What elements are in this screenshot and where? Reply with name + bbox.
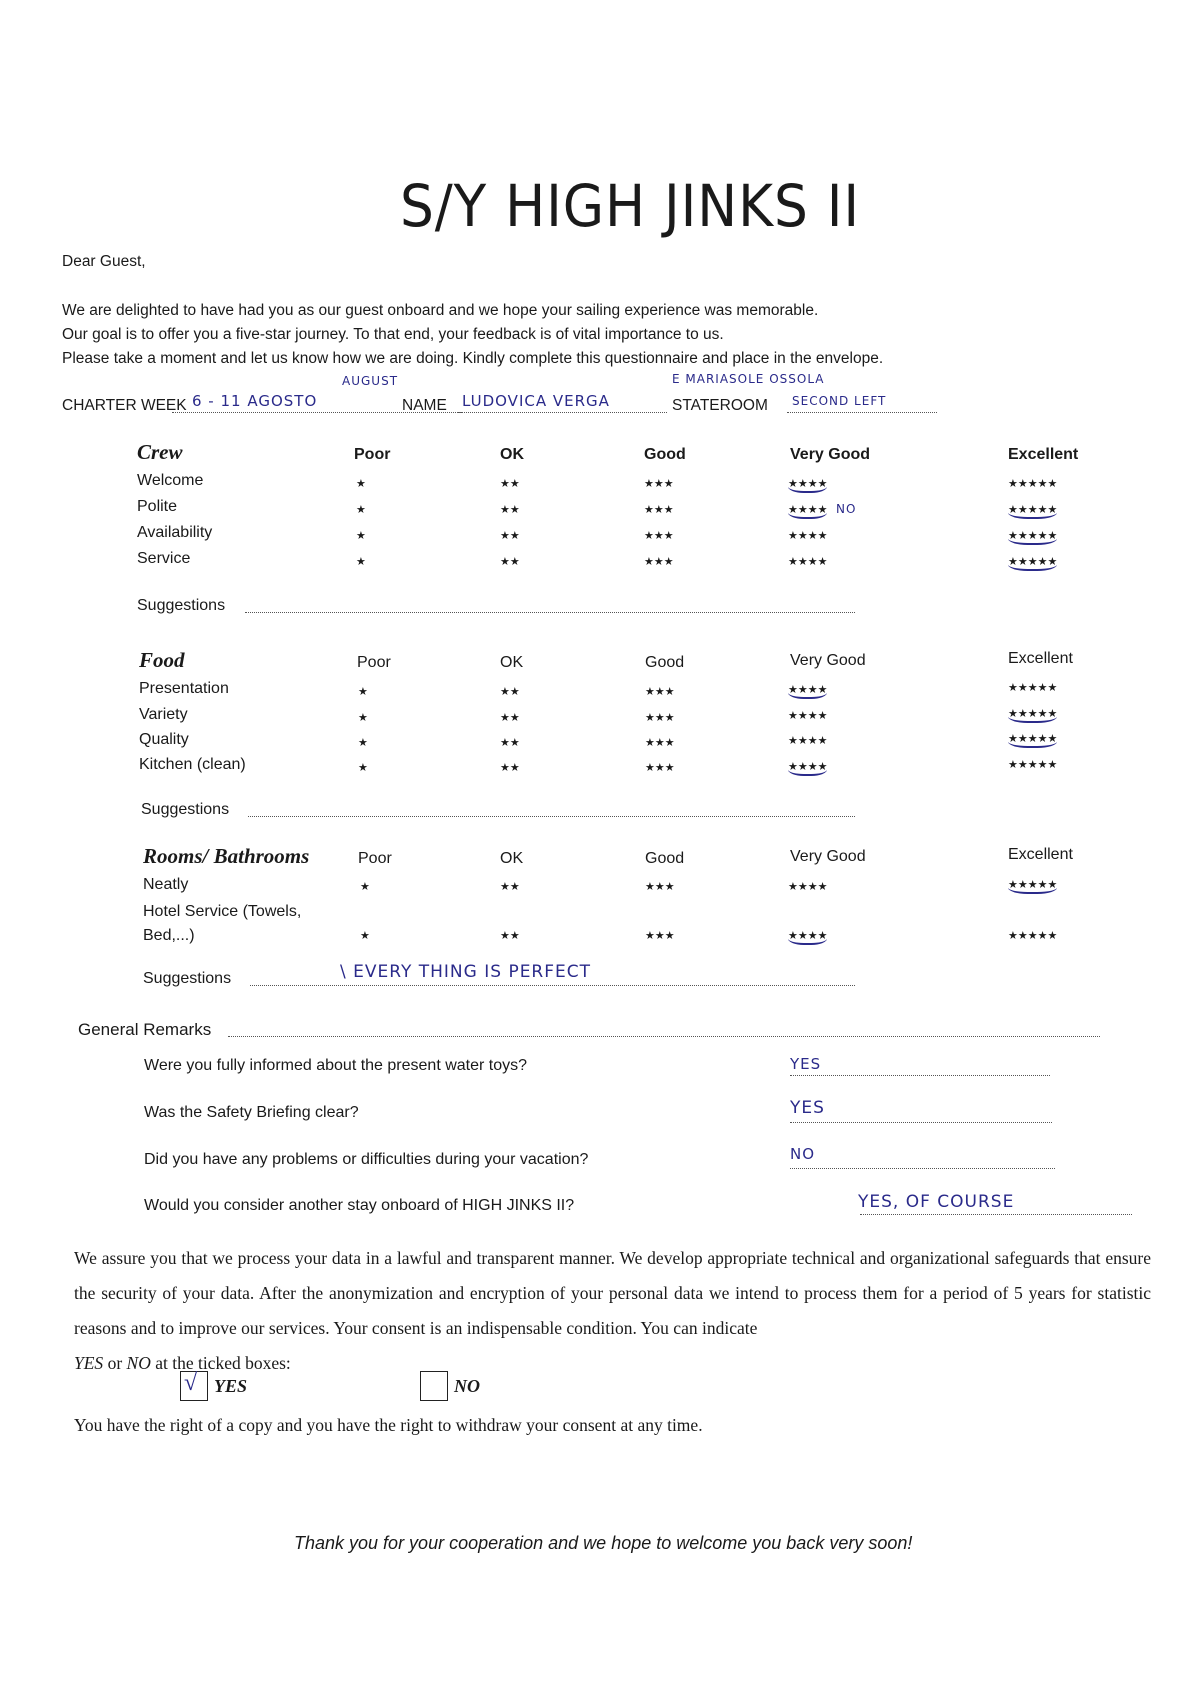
row-label-availability: Availability bbox=[137, 524, 213, 541]
rating-presentation-excellent[interactable]: ★★★★★ bbox=[1008, 682, 1058, 694]
crew-suggestions-label: Suggestions bbox=[137, 597, 226, 614]
food-col-very-good: Very Good bbox=[790, 652, 866, 669]
food-suggestions-field[interactable] bbox=[248, 816, 855, 817]
rating-availability-excellent-selected[interactable]: ★★★★★ bbox=[1008, 529, 1057, 545]
answer-safety-briefing-line bbox=[790, 1122, 1052, 1123]
rating-kitchen-poor[interactable]: ★ bbox=[358, 762, 368, 774]
col-poor: Poor bbox=[354, 446, 391, 463]
col-ok: OK bbox=[500, 446, 524, 463]
rating-quality-very-good[interactable]: ★★★★ bbox=[788, 735, 828, 747]
food-col-excellent: Excellent bbox=[1008, 650, 1073, 667]
rating-welcome-good[interactable]: ★★★ bbox=[644, 478, 674, 490]
question-problems: Did you have any problems or difficulties during your vacation? bbox=[144, 1151, 589, 1168]
consent-yes-checkbox[interactable] bbox=[180, 1371, 208, 1401]
rooms-col-very-good: Very Good bbox=[790, 848, 866, 865]
answer-problems-line bbox=[790, 1168, 1055, 1169]
rating-presentation-very-good-selected[interactable]: ★★★★ bbox=[788, 683, 827, 699]
charter-week-field[interactable]: 6 - 11 AGOSTO bbox=[192, 392, 318, 410]
rating-service-poor[interactable]: ★ bbox=[356, 556, 366, 568]
rooms-suggestions-line bbox=[250, 985, 855, 986]
answer-water-toys-line bbox=[790, 1075, 1050, 1076]
rating-welcome-poor[interactable]: ★ bbox=[356, 478, 366, 490]
food-suggestions-label: Suggestions bbox=[141, 801, 230, 818]
name-addition: E MARIASOLE OSSOLA bbox=[672, 372, 825, 386]
rooms-col-poor: Poor bbox=[358, 850, 392, 867]
rating-hotel-service-poor[interactable]: ★ bbox=[360, 930, 370, 942]
rating-variety-excellent-selected[interactable]: ★★★★★ bbox=[1008, 707, 1057, 723]
rating-service-excellent-selected[interactable]: ★★★★★ bbox=[1008, 555, 1057, 571]
charter-week-correction: AUGUST bbox=[342, 374, 399, 388]
rating-welcome-ok[interactable]: ★★ bbox=[500, 478, 520, 490]
rating-quality-good[interactable]: ★★★ bbox=[645, 737, 675, 749]
stateroom-line bbox=[787, 412, 937, 413]
col-very-good: Very Good bbox=[790, 446, 871, 463]
rating-availability-ok[interactable]: ★★ bbox=[500, 530, 520, 542]
rating-hotel-service-ok[interactable]: ★★ bbox=[500, 930, 520, 942]
intro-line-3: Please take a moment and let us know how we are doing. Kindly complete this questionnaire and place in the envelope. bbox=[62, 350, 884, 367]
rating-kitchen-excellent[interactable]: ★★★★★ bbox=[1008, 759, 1058, 771]
rating-kitchen-very-good-selected[interactable]: ★★★★ bbox=[788, 760, 827, 776]
answer-water-toys[interactable]: YES bbox=[790, 1055, 822, 1073]
rating-service-very-good[interactable]: ★★★★ bbox=[788, 556, 828, 568]
rating-quality-excellent-selected[interactable]: ★★★★★ bbox=[1008, 732, 1057, 748]
stateroom-field[interactable]: SECOND LEFT bbox=[792, 394, 887, 408]
rating-quality-ok[interactable]: ★★ bbox=[500, 737, 520, 749]
row-label-service: Service bbox=[137, 550, 191, 567]
food-col-good: Good bbox=[645, 654, 685, 671]
consent-no-option[interactable] bbox=[420, 1371, 480, 1401]
question-safety-briefing: Was the Safety Briefing clear? bbox=[144, 1104, 359, 1121]
intro-line-2: Our goal is to offer you a five-star journey. To that end, your feedback is of vital importance to us. bbox=[62, 326, 724, 343]
rating-polite-excellent-selected[interactable]: ★★★★★ bbox=[1008, 503, 1057, 519]
intro-line-1: We are delighted to have had you as our guest onboard and we hope your sailing experience was memorable. bbox=[62, 302, 819, 319]
rating-kitchen-ok[interactable]: ★★ bbox=[500, 762, 520, 774]
general-remarks-field[interactable] bbox=[228, 1036, 1100, 1037]
rating-kitchen-good[interactable]: ★★★ bbox=[645, 762, 675, 774]
rating-polite-very-good-marked[interactable]: ★★★★ bbox=[788, 503, 827, 519]
row-label-neatly: Neatly bbox=[143, 876, 189, 893]
question-water-toys: Were you fully informed about the present water toys? bbox=[144, 1057, 528, 1074]
rating-variety-ok[interactable]: ★★ bbox=[500, 712, 520, 724]
rating-hotel-service-good[interactable]: ★★★ bbox=[645, 930, 675, 942]
rating-neatly-good[interactable]: ★★★ bbox=[645, 881, 675, 893]
polite-handwritten-no: NO bbox=[836, 502, 857, 516]
rooms-suggestions-field[interactable]: \ EVERY THING IS PERFECT bbox=[340, 962, 592, 982]
salutation: Dear Guest, bbox=[62, 253, 146, 270]
row-label-quality: Quality bbox=[139, 731, 189, 748]
rating-service-ok[interactable]: ★★ bbox=[500, 556, 520, 568]
rating-neatly-very-good[interactable]: ★★★★ bbox=[788, 881, 828, 893]
consent-indicate-tail: at the ticked boxes: bbox=[150, 1353, 291, 1373]
rating-presentation-poor[interactable]: ★ bbox=[358, 686, 368, 698]
checkmark-icon: √ bbox=[184, 1370, 198, 1396]
rating-variety-good[interactable]: ★★★ bbox=[645, 712, 675, 724]
thank-you-note: Thank you for your cooperation and we hope to welcome you back very soon! bbox=[294, 1533, 913, 1553]
rooms-col-excellent: Excellent bbox=[1008, 846, 1073, 863]
rating-presentation-ok[interactable]: ★★ bbox=[500, 686, 520, 698]
rooms-suggestions-label: Suggestions bbox=[143, 970, 232, 987]
consent-paragraph bbox=[74, 1241, 1151, 1381]
rating-hotel-service-very-good-selected[interactable]: ★★★★ bbox=[788, 929, 827, 945]
rating-service-good[interactable]: ★★★ bbox=[644, 556, 674, 568]
general-remarks-label: General Remarks bbox=[78, 1020, 212, 1039]
rating-availability-poor[interactable]: ★ bbox=[356, 530, 366, 542]
row-label-kitchen: Kitchen (clean) bbox=[139, 756, 246, 773]
rating-availability-very-good[interactable]: ★★★★ bbox=[788, 530, 828, 542]
row-label-polite: Polite bbox=[137, 498, 178, 515]
rating-presentation-good[interactable]: ★★★ bbox=[645, 686, 675, 698]
row-label-presentation: Presentation bbox=[139, 680, 229, 697]
row-label-welcome: Welcome bbox=[137, 472, 204, 489]
answer-another-stay-line bbox=[860, 1214, 1132, 1215]
rating-variety-poor[interactable]: ★ bbox=[358, 712, 368, 724]
consent-no-checkbox[interactable] bbox=[420, 1371, 448, 1401]
rating-hotel-service-excellent[interactable]: ★★★★★ bbox=[1008, 930, 1058, 942]
consent-no-label: NO bbox=[454, 1375, 480, 1396]
charter-week-label: CHARTER WEEK bbox=[62, 397, 187, 414]
name-label: NAME bbox=[402, 397, 447, 414]
section-title-rooms: Rooms/ Bathrooms bbox=[143, 844, 310, 868]
section-title-food: Food bbox=[139, 648, 185, 672]
guest-info-line bbox=[62, 372, 942, 418]
rating-polite-ok[interactable]: ★★ bbox=[500, 504, 520, 516]
document-title: S/Y HIGH JINKS II bbox=[399, 172, 861, 240]
consent-text: We assure you that we process your data in a lawful and transparent manner. We develop appropriate technical and organizational safeguards that ensure the security of your data. After the anonymization and encryption of your personal data we intend to process them for a period of 5 years for statistic reasons and to improve our services. Your consent is an indispensable condition. You can indicate bbox=[74, 1248, 1151, 1338]
consent-rights: You have the right of a copy and you have the right to withdraw your consent at any time. bbox=[74, 1415, 703, 1435]
section-title-crew: Crew bbox=[137, 440, 183, 464]
rating-welcome-very-good-selected[interactable]: ★★★★ bbox=[788, 477, 827, 493]
name-field[interactable]: LUDOVICA VERGA bbox=[462, 392, 610, 410]
crew-suggestions-field[interactable] bbox=[245, 612, 855, 613]
consent-indicate-yes: YES bbox=[74, 1353, 104, 1373]
consent-indicate-or: or bbox=[103, 1353, 127, 1373]
rating-neatly-excellent-selected[interactable]: ★★★★★ bbox=[1008, 878, 1057, 894]
rating-neatly-poor[interactable]: ★ bbox=[360, 881, 370, 893]
row-label-hotel-service: Hotel Service (Towels, Bed,...) bbox=[143, 903, 302, 944]
answer-safety-briefing[interactable]: YES bbox=[790, 1098, 825, 1118]
consent-yes-option[interactable] bbox=[180, 1371, 247, 1401]
answer-problems[interactable]: NO bbox=[790, 1145, 816, 1163]
rating-neatly-ok[interactable]: ★★ bbox=[500, 881, 520, 893]
rating-welcome-excellent[interactable]: ★★★★★ bbox=[1008, 478, 1058, 490]
answer-another-stay[interactable]: YES, OF COURSE bbox=[858, 1192, 1015, 1212]
row-label-variety: Variety bbox=[139, 706, 188, 723]
food-col-poor: Poor bbox=[357, 654, 391, 671]
rating-variety-very-good[interactable]: ★★★★ bbox=[788, 710, 828, 722]
stateroom-label: STATEROOM bbox=[672, 397, 768, 414]
name-line bbox=[457, 412, 667, 413]
rooms-col-ok: OK bbox=[500, 850, 524, 867]
food-col-ok: OK bbox=[500, 654, 524, 671]
rating-quality-poor[interactable]: ★ bbox=[358, 737, 368, 749]
rating-availability-good[interactable]: ★★★ bbox=[644, 530, 674, 542]
col-excellent: Excellent bbox=[1008, 446, 1079, 463]
rating-polite-good[interactable]: ★★★ bbox=[644, 504, 674, 516]
rooms-col-good: Good bbox=[645, 850, 685, 867]
question-another-stay: Would you consider another stay onboard of HIGH JINKS II? bbox=[144, 1197, 575, 1214]
consent-yes-label: YES bbox=[214, 1375, 248, 1396]
rating-polite-poor[interactable]: ★ bbox=[356, 504, 366, 516]
consent-indicate-no: NO bbox=[126, 1353, 151, 1373]
col-good: Good bbox=[644, 446, 686, 463]
